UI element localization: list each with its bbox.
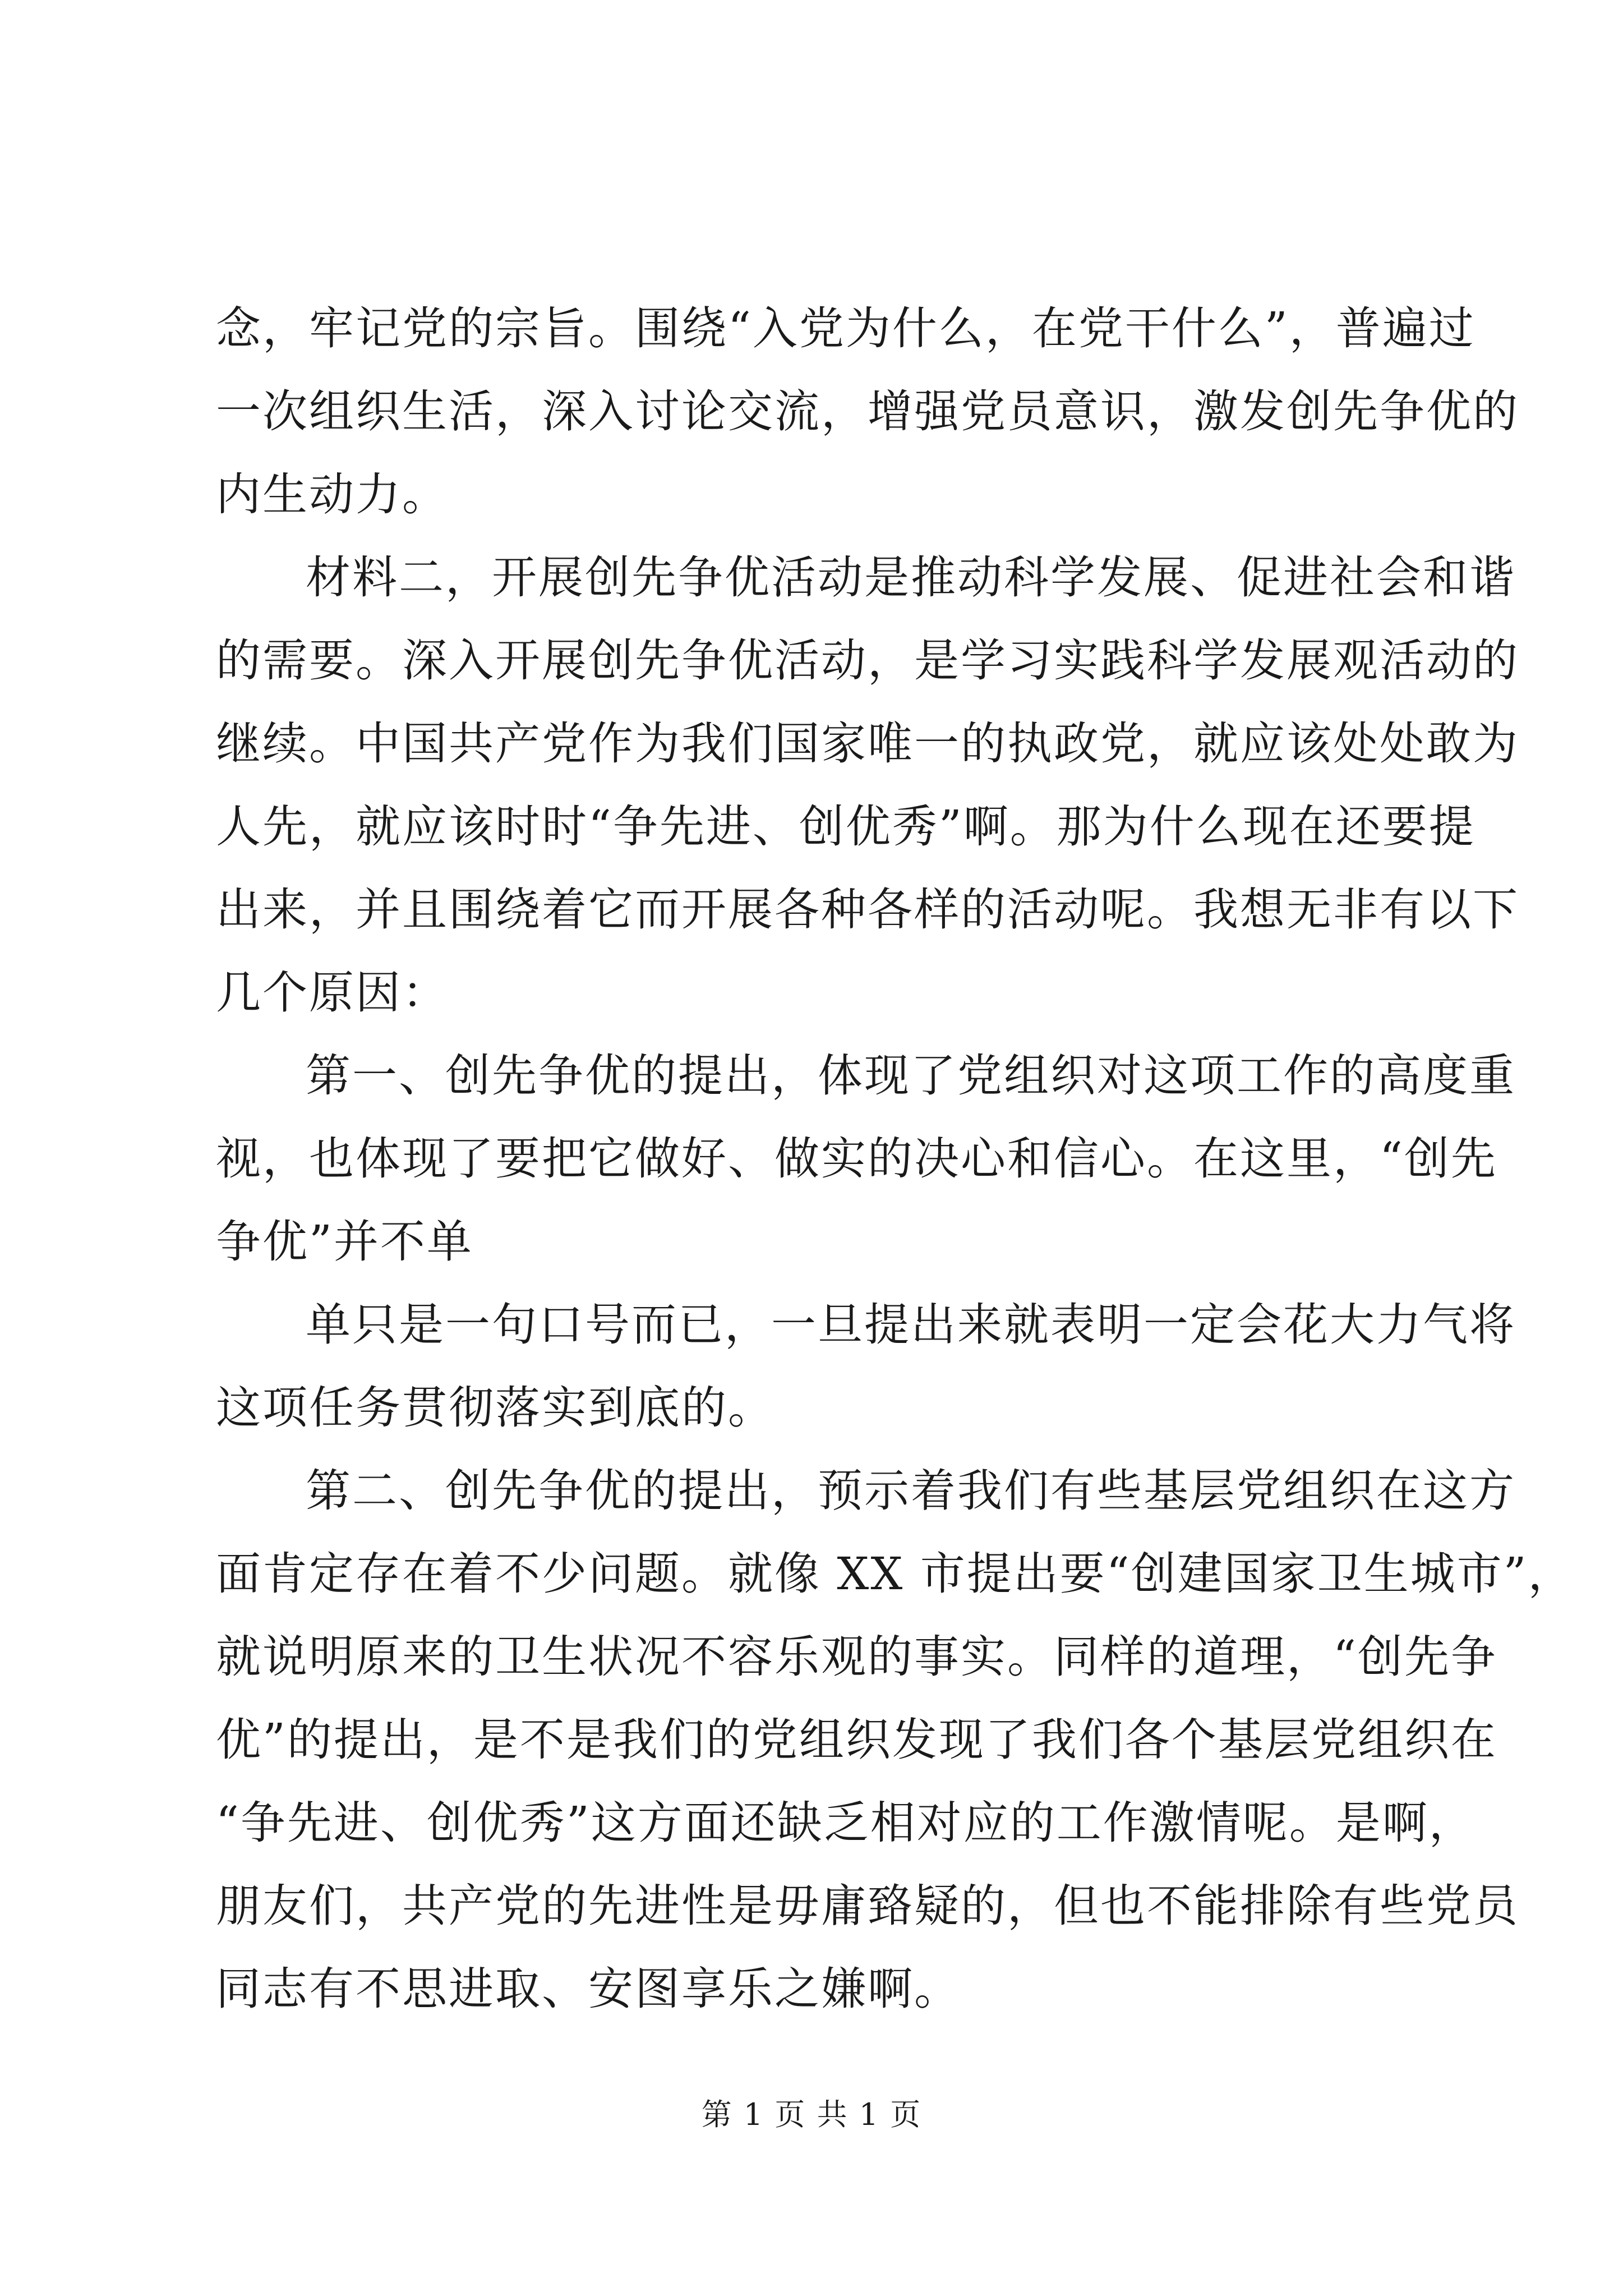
text-line: 视，也体现了要把它做好、做实的决心和信心。在这里，“创先: [216, 1133, 1497, 1185]
text-line: 第二、创先争优的提出，预示着我们有些基层党组织在这方: [306, 1465, 1516, 1517]
text-line: 面肯定存在着不少问题。就像 XX 市提出要“创建国家卫生城市”，: [216, 1548, 1575, 1600]
text-line: 出来，并且围绕着它而开展各种各样的活动呢。我想无非有以下: [216, 884, 1519, 936]
text-line: 人先，就应该时时“争先进、创优秀”啊。那为什么现在还要提: [216, 800, 1476, 853]
text-line: 的需要。深入开展创先争优活动，是学习实践科学发展观活动的: [216, 634, 1519, 687]
text-line: 几个原因：: [216, 967, 449, 1019]
text-line: 材料二，开展创先争优活动是推动科学发展、促进社会和谐: [306, 551, 1516, 604]
text-line: 朋友们，共产党的先进性是毋庸臵疑的，但也不能排除有些党员: [216, 1880, 1519, 1932]
text-line: 第一、创先争优的提出，体现了党组织对这项工作的高度重: [306, 1050, 1516, 1102]
text-line: 继续。中国共产党作为我们国家唯一的执政党，就应该处处敢为: [216, 717, 1519, 770]
text-line: 一次组织生活，深入讨论交流，增强党员意识，激发创先争优的: [216, 385, 1519, 438]
document-body: [216, 287, 1575, 2031]
text-line: 争优”并不单: [216, 1216, 473, 1268]
text-line: 内生动力。: [216, 468, 449, 521]
text-line: 同志有不思进取、安图享乐之嫌啊。: [216, 1963, 961, 2015]
page-footer: 第 1 页 共 1 页: [701, 2097, 922, 2132]
text-line: 单只是一句口号而已，一旦提出来就表明一定会花大力气将: [306, 1299, 1516, 1351]
text-line: 优”的提出，是不是我们的党组织发现了我们各个基层党组织在: [216, 1714, 1497, 1766]
text-line: 这项任务贯彻落实到底的。: [216, 1382, 774, 1434]
text-line: 就说明原来的卫生状况不容乐观的事实。同样的道理，“创先争: [216, 1631, 1497, 1683]
text-line: “争先进、创优秀”这方面还缺乏相对应的工作激情呢。是啊，: [216, 1797, 1476, 1849]
text-line: 念，牢记党的宗旨。围绕“入党为什么，在党干什么”，普遍过: [216, 302, 1476, 355]
